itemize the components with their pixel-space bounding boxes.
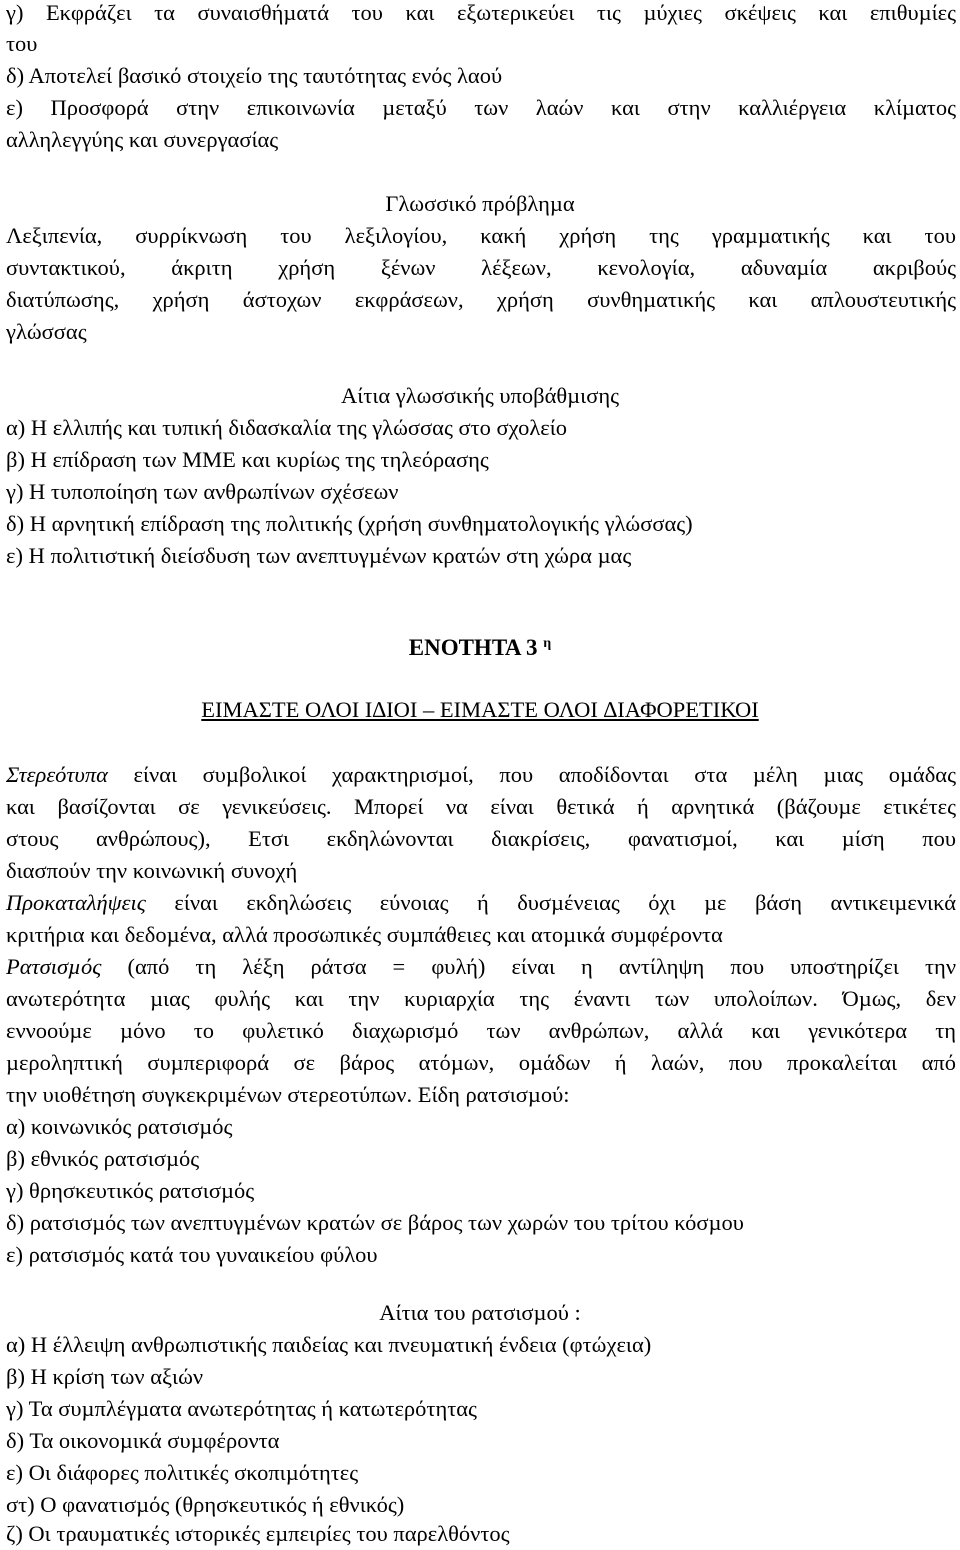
unit-title-superscript: η (543, 636, 552, 651)
definition-text: (από τη λέξη ράτσα = φυλή) είναι η αντίληψη που υποστηρίζει την (101, 954, 956, 979)
definition-text: είναι εκδηλώσεις εύνοιας ή δυσµένειας όχι µε βάση αντικειµενικά (145, 890, 956, 915)
text-line: µεροληπτική συµπεριφορά σε βάρος ατόµων, οµάδων ή λαών, που προκαλείται από (6, 1050, 956, 1075)
list-item: στ) Ο φανατισµός (θρησκευτικός ή εθνικός) (6, 1492, 405, 1517)
list-item: δ) Τα οικονοµικά συµφέροντα (6, 1428, 280, 1453)
text-line: την υιοθέτηση συγκεκριµένων στερεοτύπων. Είδη ρατσισµού: (6, 1082, 570, 1107)
definition-racism (6, 951, 956, 982)
list-item: α) Η έλλειψη ανθρωπιστικής παιδείας και πνευµατική ένδεια (φτώχεια) (6, 1332, 652, 1357)
text-line: εννοούµε µόνο το φυλετικό διαχωρισµό των ανθρώπων, αλλά και γενικότερα τη (6, 1018, 956, 1043)
term-prejudices: Προκαταλήψεις (6, 890, 146, 915)
unit-subtitle: ΕΙΜΑΣΤΕ ΟΛΟΙ Ι∆ΙΟΙ – ΕΙΜΑΣΤΕ ΟΛΟΙ ∆ΙΑΦΟΡΕΤΙΚΟΙ (201, 697, 759, 722)
section-heading-racism-causes: Αίτια του ρατσισµού : (379, 1300, 581, 1325)
list-item: ζ) Οι τραυµατικές ιστορικές εµπειρίες του παρελθόντος (6, 1521, 510, 1546)
list-item: β) εθνικός ρατσισµός (6, 1146, 200, 1171)
text-line: διατύπωσης, χρήση άστοχων εκφράσεων, χρήση συνθηµατικής και απλουστευτικής (6, 287, 956, 312)
list-item: α) Η ελλιπής και τυπική διδασκαλία της γλώσσας στο σχολείο (6, 415, 568, 440)
definition-stereotypes (6, 759, 956, 790)
text-line: γλώσσας (6, 319, 87, 344)
text-line: στους ανθρώπους), Ετσι εκδηλώνονται διακρίσεις, φανατισµοί, και µίση που (6, 826, 956, 851)
list-item: ε) Οι διάφορες πολιτικές σκοπιµότητες (6, 1460, 359, 1485)
text-line: γ) Εκφράζει τα συναισθήµατά του και εξωτερικεύει τις µύχιες σκέψεις και επιθυµίες (6, 0, 956, 25)
list-item: γ) Τα συµπλέγµατα ανωτερότητας ή κατωτερότητας (6, 1396, 477, 1421)
unit-title-text: ΕΝΟΤΗΤΑ 3 (408, 635, 538, 660)
list-item: γ) θρησκευτικός ρατσισµός (6, 1178, 255, 1203)
term-stereotypes: Στερεότυπα (6, 762, 108, 787)
section-heading-language-decline: Αίτια γλωσσικής υποβάθµισης (340, 383, 619, 408)
list-item: β) Η κρίση των αξιών (6, 1364, 204, 1389)
list-item: δ) ρατσισµός των ανεπτυγµένων κρατών σε βάρος των χωρών του τρίτου κόσµου (6, 1210, 744, 1235)
list-item: γ) Η τυποποίηση των ανθρωπίνων σχέσεων (6, 479, 399, 504)
section-heading-language-problem: Γλωσσικό πρόβληµα (385, 191, 575, 216)
list-item: ε) Η πολιτιστική διείσδυση των ανεπτυγµένων κρατών στη χώρα µας (6, 543, 632, 568)
text-line: κριτήρια και δεδοµένα, αλλά προσωπικές συµπάθειες και ατοµικά συµφέροντα (6, 922, 723, 947)
text-line: δ) Αποτελεί βασικό στοιχείο της ταυτότητας ενός λαού (6, 63, 503, 88)
text-line: του (6, 31, 38, 56)
list-item: ε) ρατσισµός κατά του γυναικείου φύλου (6, 1242, 378, 1267)
list-item: δ) Η αρνητική επίδραση της πολιτικής (χρήση συνθηµατολογικής γλώσσας) (6, 511, 693, 536)
definition-prejudices (6, 887, 956, 918)
text-line: και βασίζονται σε γενικεύσεις. Μπορεί να είναι θετικά ή αρνητικά (βάζουµε ετικέτες (6, 794, 956, 819)
list-item: β) Η επίδραση των ΜΜΕ και κυρίως της τηλεόρασης (6, 447, 489, 472)
text-line: ε) Προσφορά στην επικοινωνία µεταξύ των λαών και στην καλλιέργεια κλίµατος (6, 95, 956, 120)
unit-title (0, 632, 960, 663)
text-line: αλληλεγγύης και συνεργασίας (6, 127, 279, 152)
list-item: α) κοινωνικός ρατσισµός (6, 1114, 233, 1139)
text-line: συντακτικού, άκριτη χρήση ξένων λέξεων, κενολογία, αδυναµία ακριβούς (6, 255, 956, 280)
text-line: Λεξιπενία, συρρίκνωση του λεξιλογίου, κακή χρήση της γραµµατικής και του (6, 223, 956, 248)
term-racism: Ρατσισµός (6, 954, 102, 979)
text-line: διασπούν την κοινωνική συνοχή (6, 858, 298, 883)
text-line: ανωτερότητα µιας φυλής και την κυριαρχία της έναντι των υπολοίπων. Όµως, δεν (6, 986, 956, 1011)
definition-text: είναι συµβολικοί χαρακτηρισµοί, που αποδίδονται στα µέλη µιας οµάδας (107, 762, 956, 787)
